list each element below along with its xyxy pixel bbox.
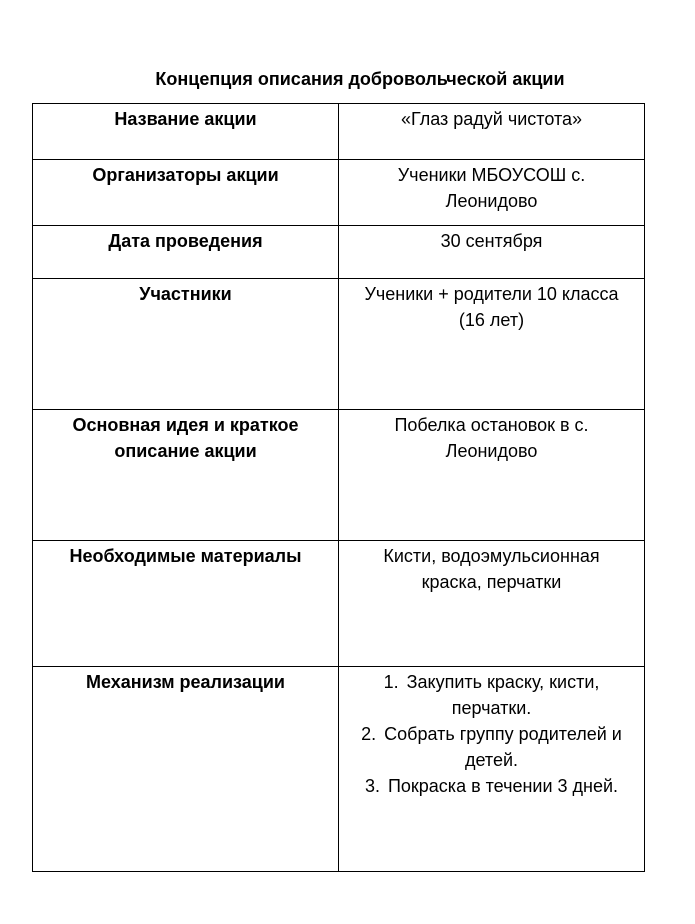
document-title: Концепция описания добровольческой акции [155, 69, 565, 89]
step-number: 3. [364, 776, 380, 796]
row-value: Побелка остановок в с. Леонидово [339, 410, 645, 541]
table-row [33, 226, 645, 279]
table-row [33, 160, 645, 226]
step-text: Покраска в течении 3 дней. [387, 776, 619, 796]
row-value: «Глаз радуй чистота» [339, 104, 645, 160]
table-row [33, 104, 645, 160]
step-number: 2. [361, 724, 377, 744]
list-item [353, 669, 630, 721]
row-label: Дата проведения [33, 226, 339, 279]
list-item [353, 773, 630, 799]
table-row [33, 410, 645, 541]
row-value: Ученики МБОУСОШ с. Леонидово [339, 160, 645, 226]
row-label: Необходимые материалы [33, 541, 339, 667]
implementation-steps-cell [339, 667, 645, 872]
row-value: Ученики + родители 10 класса (16 лет) [339, 279, 645, 410]
row-label: Механизм реализации [33, 667, 339, 872]
step-number: 1. [383, 672, 399, 692]
step-text: Закупить краску, кисти, перчатки. [406, 672, 600, 718]
row-label: Основная идея и краткое описание акции [33, 410, 339, 541]
row-label: Название акции [33, 104, 339, 160]
row-label: Организаторы акции [33, 160, 339, 226]
concept-table [32, 103, 645, 872]
row-value: 30 сентября [339, 226, 645, 279]
table-row [33, 667, 645, 872]
table-row [33, 541, 645, 667]
step-text: Собрать группу родителей и детей. [384, 724, 622, 770]
list-item [353, 721, 630, 773]
row-value: Кисти, водоэмульсионная краска, перчатки [339, 541, 645, 667]
row-label: Участники [33, 279, 339, 410]
table-row [33, 279, 645, 410]
implementation-steps-list [353, 669, 630, 799]
